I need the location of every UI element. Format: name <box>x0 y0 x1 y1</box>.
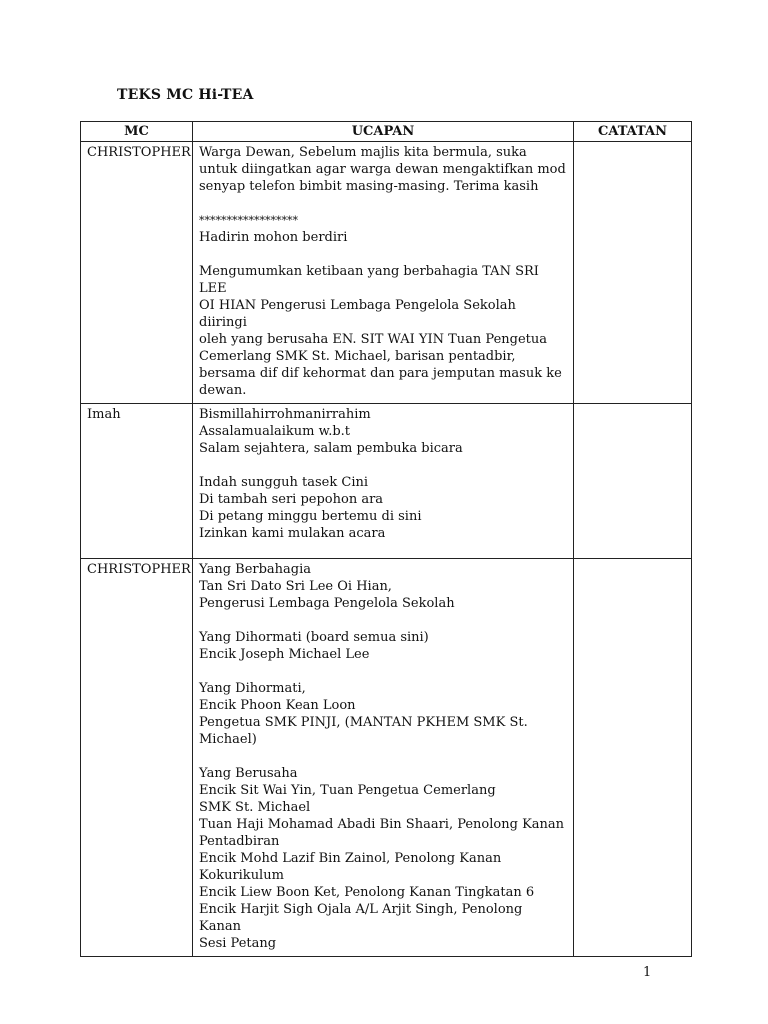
blank-line <box>199 612 567 629</box>
table-header-row <box>81 122 692 142</box>
blank-line <box>199 457 567 474</box>
table-row <box>81 404 692 559</box>
speech-line: oleh yang berusaha EN. SIT WAI YIN Tuan Pengetua <box>199 332 548 347</box>
table-row <box>81 142 692 404</box>
speech-line: Michael) <box>199 732 257 747</box>
mc-cell: CHRISTOPHER <box>81 142 193 404</box>
pantun-line: Di tambah seri pepohon ara <box>199 492 384 507</box>
ucapan-cell <box>193 142 574 404</box>
catatan-cell <box>574 559 692 957</box>
speech-line: untuk diingatkan agar warga dewan mengaktifkan mod <box>199 162 566 177</box>
speech-line: Tan Sri Dato Sri Lee Oi Hian, <box>199 579 392 594</box>
speech-line: Yang Berusaha <box>199 766 298 781</box>
speech-line: Cemerlang SMK St. Michael, barisan pentadbir, <box>199 349 516 364</box>
separator-stars: ****************** <box>199 214 298 227</box>
speech-line: OI HIAN Pengerusi Lembaga Pengelola Sekolah diiringi <box>199 298 516 330</box>
speech-line: Encik Harjit Sigh Ojala A/L Arjit Singh, Penolong Kanan <box>199 902 523 934</box>
speech-line: Yang Berbahagia <box>199 562 312 577</box>
speech-line: senyap telefon bimbit masing-masing. Terima kasih <box>199 179 539 194</box>
ucapan-cell <box>193 559 574 957</box>
speech-line: SMK St. Michael <box>199 800 311 815</box>
speech-line: Warga Dewan, Sebelum majlis kita bermula, suka <box>199 145 527 160</box>
speech-line: Pentadbiran <box>199 834 280 849</box>
mc-cell: CHRISTOPHER <box>81 559 193 957</box>
mc-cell: Imah <box>81 404 193 559</box>
speech-line: Kokurikulum <box>199 868 284 883</box>
table-row <box>81 559 692 957</box>
speech-line: Assalamualaikum w.b.t <box>199 424 351 439</box>
header-ucapan: UCAPAN <box>193 122 574 142</box>
speech-line: bersama dif dif kehormat dan para jemputan masuk ke <box>199 366 562 381</box>
ucapan-cell <box>193 404 574 559</box>
speech-line: Encik Phoon Kean Loon <box>199 698 356 713</box>
blank-line <box>199 663 567 680</box>
speech-line: Pengetua SMK PINJI, (MANTAN PKHEM SMK St. <box>199 715 528 730</box>
speech-line: Salam sejahtera, salam pembuka bicara <box>199 441 463 456</box>
pantun-line: Izinkan kami mulakan acara <box>199 526 386 541</box>
catatan-cell <box>574 142 692 404</box>
blank-line <box>199 246 567 263</box>
speech-line: Encik Sit Wai Yin, Tuan Pengetua Cemerlang <box>199 783 496 798</box>
speech-line: Encik Liew Boon Ket, Penolong Kanan Tingkatan 6 <box>199 885 535 900</box>
speech-line: Hadirin mohon berdiri <box>199 230 348 245</box>
speech-line: Bismillahirrohmanirrahim <box>199 407 371 422</box>
speech-line: Mengumumkan ketibaan yang berbahagia TAN SRI LEE <box>199 264 539 296</box>
speech-line: Sesi Petang <box>199 936 277 951</box>
speech-line: Yang Dihormati (board semua sini) <box>199 630 429 645</box>
document-title: TEKS MC Hi-TEA <box>117 87 254 103</box>
pantun-line: Di petang minggu bertemu di sini <box>199 509 422 524</box>
speech-line: dewan. <box>199 383 247 398</box>
page-number: 1 <box>643 965 652 980</box>
speech-line: Encik Joseph Michael Lee <box>199 647 370 662</box>
blank-line <box>199 748 567 765</box>
header-catatan: CATATAN <box>574 122 692 142</box>
header-mc: MC <box>81 122 193 142</box>
speech-line: Yang Dihormati, <box>199 681 306 696</box>
pantun-line: Indah sungguh tasek Cini <box>199 475 369 490</box>
speech-line: Pengerusi Lembaga Pengelola Sekolah <box>199 596 455 611</box>
blank-line <box>199 195 567 212</box>
speech-line: Encik Mohd Lazif Bin Zainol, Penolong Kanan <box>199 851 502 866</box>
speech-line: Tuan Haji Mohamad Abadi Bin Shaari, Penolong Kanan <box>199 817 565 832</box>
mc-script-table <box>80 121 692 957</box>
catatan-cell <box>574 404 692 559</box>
